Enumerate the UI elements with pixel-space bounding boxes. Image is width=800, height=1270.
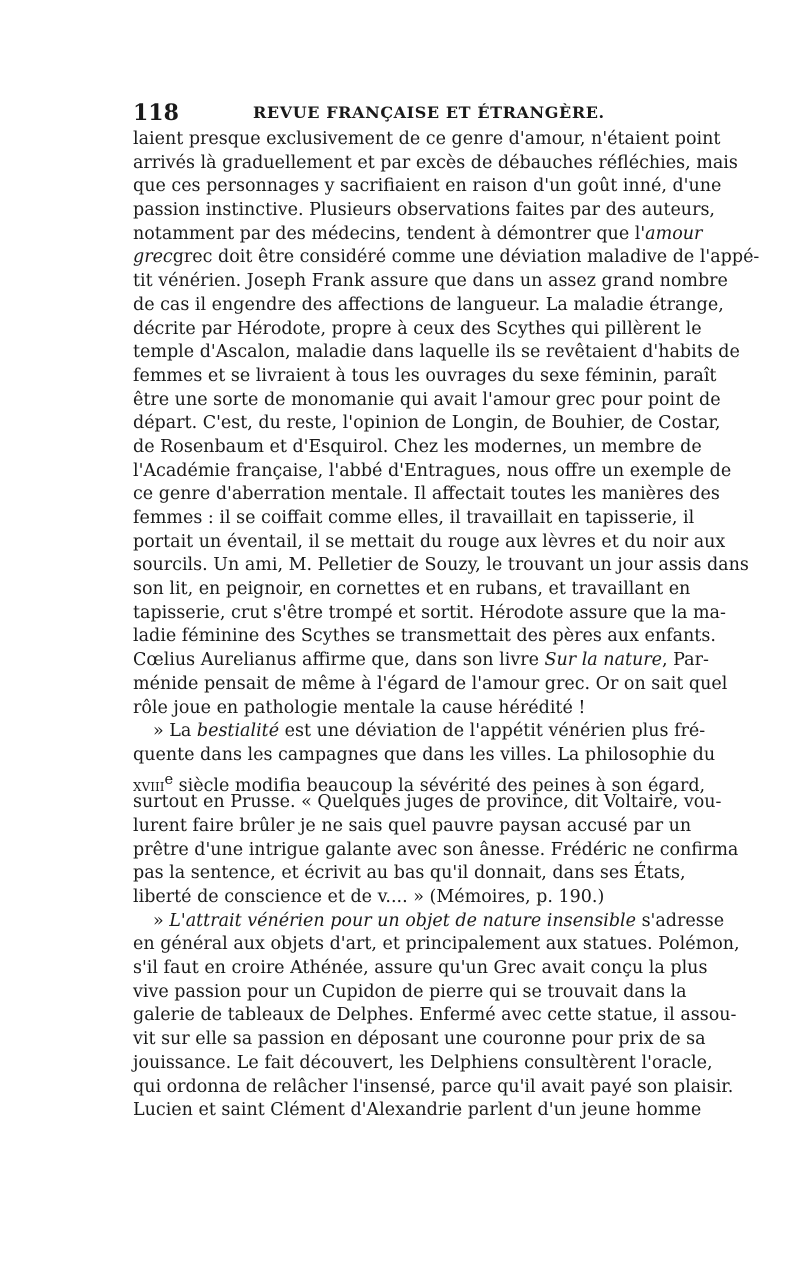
text-line: ménide pensait de même à l'égard de l'amour grec. Or on sait quel	[133, 673, 728, 694]
text-line: ladie féminine des Scythes se transmettait des pères aux enfants.	[133, 626, 716, 647]
text-line: prêtre d'une intrigue galante avec son ânesse. Frédéric ne confirma	[133, 839, 739, 860]
text-line: lurent faire brûler je ne sais quel pauvre paysan accusé par un	[133, 815, 692, 836]
text-line: décrite par Hérodote, propre à ceux des Scythes qui pillèrent le	[133, 318, 702, 339]
page-number: 118	[133, 100, 179, 126]
text-line: l'Académie française, l'abbé d'Entragues, nous offre un exemple de	[133, 460, 732, 481]
text-line: vit sur elle sa passion en déposant une couronne pour prix de sa	[133, 1029, 706, 1050]
text-line: tapisserie, crut s'être trompé et sortit. Hérodote assure que la ma-	[133, 602, 726, 623]
text-line: jouissance. Le fait découvert, les Delphiens consultèrent l'oracle,	[133, 1052, 713, 1073]
text-fragment: notamment par des médecins, tendent à démontrer que l'	[133, 223, 646, 244]
text-line: femmes et se livraient à tous les ouvrages du sexe féminin, paraît	[133, 365, 717, 386]
text-line: sourcils. Un ami, M. Pelletier de Souzy, le trouvant un jour assis dans	[133, 555, 749, 576]
text-line	[133, 649, 709, 673]
text-line: tit vénérien. Joseph Frank assure que dans un assez grand nombre	[133, 271, 728, 292]
century-numeral: xviii	[133, 775, 165, 796]
text-line: départ. C'est, du reste, l'opinion de Longin, de Bouhier, de Costar,	[133, 413, 721, 434]
text-fragment: »	[153, 910, 170, 931]
text-fragment: grec doit être considéré comme une déviation maladive de l'appé-	[172, 247, 760, 268]
text-line: femmes : il se coiffait comme elles, il travaillait en tapisserie, il	[133, 508, 695, 528]
text-line: portait un éventail, il se mettait du rouge aux lèvres et du noir aux	[133, 531, 726, 552]
text-line: Lucien et saint Clément d'Alexandrie parlent d'un jeune homme	[133, 1100, 702, 1121]
text-line: laient presque exclusivement de ce genre d'amour, n'étaient point	[133, 129, 721, 149]
text-line: en général aux objets d'art, et principalement aux statues. Polémon,	[133, 934, 740, 955]
text-line: rôle joue en pathologie mentale la cause hérédité !	[133, 697, 586, 718]
text-line	[133, 223, 703, 247]
text-line: pas la sentence, et écrivit au bas qu'il donnait, dans ses États,	[133, 863, 686, 884]
text-line: vive passion pour un Cupidon de pierre qui se trouvait dans la	[133, 981, 687, 1002]
superscript: e	[164, 770, 174, 788]
text-line	[133, 246, 760, 270]
text-line: être une sorte de monomanie qui avait l'amour grec pour point de	[133, 389, 721, 410]
text-line: temple d'Ascalon, maladie dans laquelle ils se revêtaient d'habits de	[133, 342, 740, 363]
text-line: de cas il engendre des affections de langueur. La maladie étrange,	[133, 294, 724, 315]
text-line: ce genre d'aberration mentale. Il affectait toutes les manières des	[133, 484, 720, 505]
text-fragment: est une déviation de l'appétit vénérien plus fré-	[279, 721, 706, 742]
text-line: son lit, en peignoir, en cornettes et en rubans, et travaillant en	[133, 579, 691, 600]
running-title: REVUE FRANÇAISE ET ÉTRANGÈRE.	[253, 103, 605, 122]
text-fragment: s'adresse	[636, 910, 725, 931]
body-text	[133, 128, 760, 1123]
italic-phrase: amour	[645, 223, 703, 244]
text-fragment: Cœlius Aurelianus affirme que, dans son livre	[133, 650, 545, 671]
text-line: passion instinctive. Plusieurs observations faites par des auteurs,	[133, 200, 715, 221]
text-fragment: , Par-	[662, 650, 709, 671]
text-line	[133, 910, 725, 934]
text-line: quente dans les campagnes que dans les villes. La philosophie du	[133, 744, 716, 765]
italic-phrase: grec	[133, 247, 173, 268]
italic-phrase: bestialité	[196, 721, 280, 742]
text-line: s'il faut en croire Athénée, assure qu'un Grec avait conçu la plus	[133, 958, 708, 979]
text-line	[133, 720, 706, 744]
text-fragment: » La	[153, 721, 197, 742]
text-line: qui ordonna de relâcher l'insensé, parce qu'il avait payé son plaisir.	[133, 1076, 734, 1097]
text-line: surtout en Prusse. « Quelques juges de province, dit Voltaire, vou-	[133, 792, 722, 813]
text-fragment: siècle modifia beaucoup la sévérité des peines à son égard,	[173, 775, 706, 796]
text-line: liberté de conscience et de v.... » (Mémoires, p. 190.)	[133, 887, 605, 907]
text-line: galerie de tableaux de Delphes. Enfermé avec cette statue, il assou-	[133, 1005, 737, 1026]
text-line: de Rosenbaum et d'Esquirol. Chez les modernes, un membre de	[133, 436, 702, 457]
text-line: que ces personnages y sacrifiaient en raison d'un goût inné, d'une	[133, 176, 722, 197]
text-line	[133, 768, 706, 796]
page-header	[133, 96, 673, 130]
italic-phrase: L'attrait vénérien pour un objet de nature insensible	[169, 910, 637, 931]
italic-phrase: Sur la nature	[544, 650, 663, 671]
text-line: arrivés là graduellement et par excès de débauches réfléchies, mais	[133, 152, 738, 173]
